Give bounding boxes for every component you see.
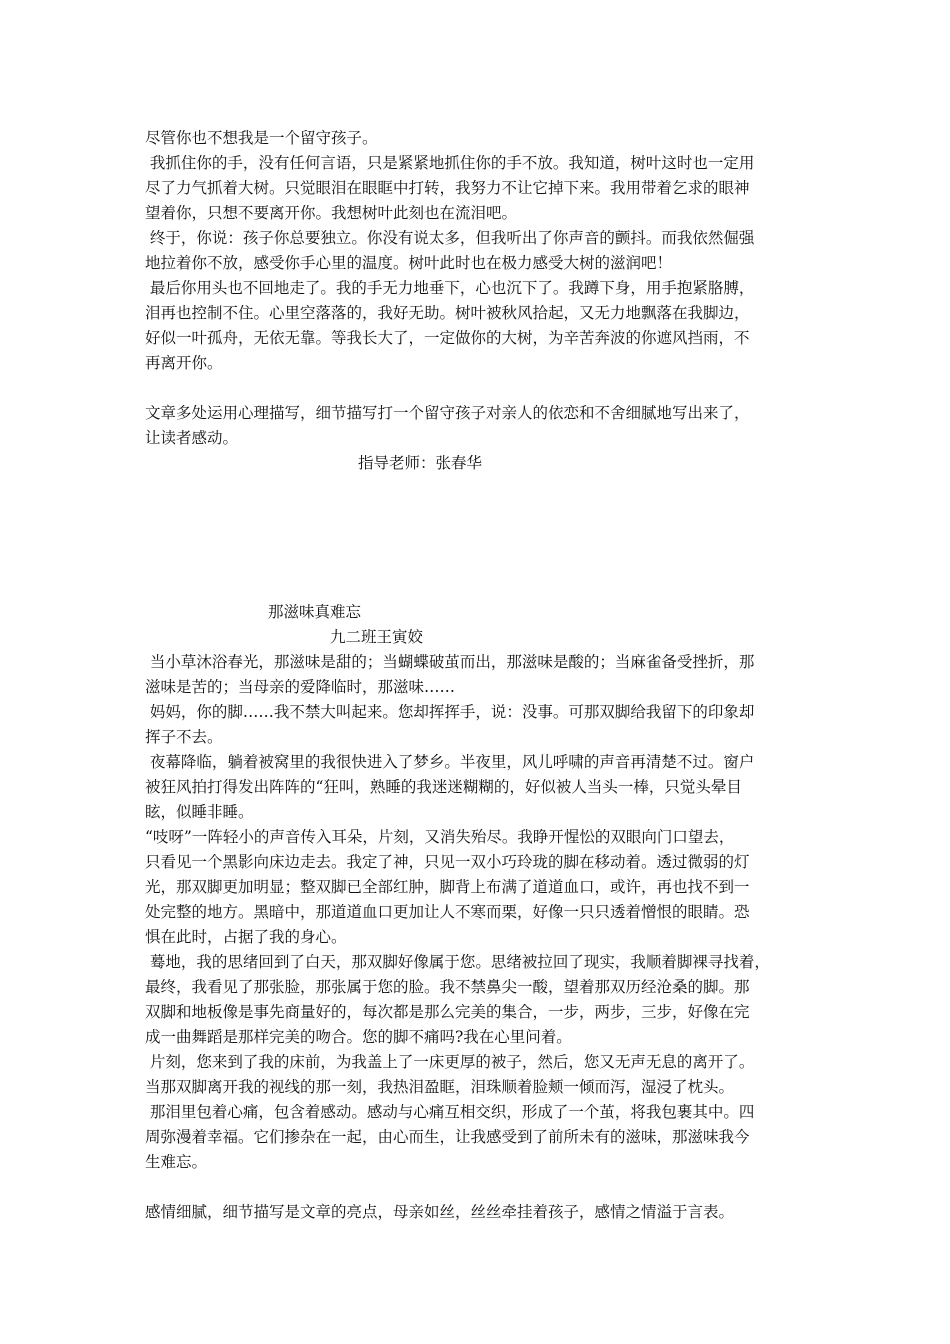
- essay2-line: 处完整的地方。黑暗中，那道道血口更加让人不寒而栗，好像一只只透着憎恨的眼睛。恐: [145, 903, 750, 921]
- essay2-line: 当小草沐浴春光，那滋味是甜的；当蝴蝶破茧而出，那滋味是酸的；当麻雀备受挫折，那: [145, 653, 755, 671]
- essay1-comment-line: 文章多处运用心理描写，细节描写打一个留守孩子对亲人的依恋和不舍细腻地写出来了，: [145, 404, 750, 422]
- essay2-line: 夜幕降临，躺着被窝里的我很快进入了梦乡。半夜里，风儿呼啸的声音再清楚不过。窗户: [145, 753, 755, 771]
- essay2-line: “吱呀”一阵轻小的声音传入耳朵，片刻，又消失殆尽。我睁开惺忪的双眼向门口望去，: [145, 828, 735, 846]
- essay1-line: 终于，你说：孩子你总要独立。你没有说太多，但我听出了你声音的颤抖。而我依然倔强: [145, 229, 755, 247]
- essay2-line: 成一曲舞蹈是那样完美的吻合。您的脚不痛吗?我在心里问着。: [145, 1028, 572, 1046]
- essay2-comment-line: 感情细腻，细节描写是文章的亮点，母亲如丝，丝丝牵挂着孩子，感情之情溢于言表。: [145, 1203, 735, 1221]
- essay2-line: 双脚和地板像是事先商量好的，每次都是那么完美的集合，一步，两步，三步，好像在完: [145, 1003, 750, 1021]
- essay2-line: 光，那双脚更加明显；整双脚已全部红肿，脚背上布满了道道血口，或许，再也找不到一: [145, 878, 750, 896]
- essay2-line: 挥子不去。: [145, 728, 223, 746]
- essay1-comment-line: 让读者感动。: [145, 429, 239, 447]
- essay2-line: 当那双脚离开我的视线的那一刻，我热泪盈眶，泪珠顺着脸颊一倾而泻，湿浸了枕头。: [145, 1078, 735, 1096]
- essay2-title: 那滋味真难忘: [268, 603, 362, 621]
- essay1-line: 泪再也控制不住。心里空落落的，我好无助。树叶被秋风拾起，又无力地飘落在我脚边，: [145, 304, 750, 322]
- essay2-line: 片刻，您来到了我的床前，为我盖上了一床更厚的被子，然后，您又无声无息的离开了。: [145, 1053, 755, 1071]
- essay2-line: 那泪里包着心痛，包含着感动。感动与心痛互相交织，形成了一个茧，将我包裹其中。四: [145, 1103, 755, 1121]
- essay2-line: 只看见一个黑影向床边走去。我定了神，只见一双小巧玲珑的脚在移动着。透过微弱的灯: [145, 853, 750, 871]
- teacher-credit: 指导老师：张春华: [358, 454, 483, 472]
- essay2-line: 眩，似睡非睡。: [145, 803, 254, 821]
- essay2-line: 被狂风拍打得发出阵阵的“狂叫，熟睡的我迷迷糊糊的，好似被人当头一棒，只觉头晕目: [145, 778, 742, 796]
- essay2-author: 九二班王寅姣: [330, 628, 424, 646]
- essay1-line: 望着你，只想不要离开你。我想树叶此刻也在流泪吧。: [145, 204, 518, 222]
- essay1-line: 地拉着你不放，感受你手心里的温度。树叶此时也在极力感受大树的滋润吧！: [145, 254, 673, 272]
- essay1-line: 再离开你。: [145, 354, 223, 372]
- essay2-line: 妈妈，你的脚……我不禁大叫起来。您却挥挥手，说：没事。可那双脚给我留下的印象却: [145, 703, 755, 721]
- essay2-line: 滋味是苦的；当母亲的爱降临时，那滋味……: [145, 678, 456, 696]
- essay2-line: 周弥漫着幸福。它们掺杂在一起，由心而生，让我感受到了前所未有的滋味，那滋味我今: [145, 1128, 750, 1146]
- essay2-line: 惧在此时，占据了我的身心。: [145, 928, 347, 946]
- essay2-line: 最终，我看见了那张脸，那张属于您的脸。我不禁鼻尖一酸，望着那双历经沧桑的脚。那: [145, 978, 750, 996]
- essay1-line: 最后你用头也不回地走了。我的手无力地垂下，心也沉下了。我蹲下身，用手抱紧胳膊，: [145, 279, 755, 297]
- essay1-line: 尽了力气抓着大树。只觉眼泪在眼眶中打转，我努力不让它掉下来。我用带着乞求的眼神: [145, 179, 750, 197]
- essay1-line: 我抓住你的手，没有任何言语，只是紧紧地抓住你的手不放。我知道，树叶这时也一定用: [145, 154, 755, 172]
- essay1-line: 好似一叶孤舟，无依无靠。等我长大了，一定做你的大树，为辛苦奔波的你遮风挡雨，不: [145, 329, 750, 347]
- essay2-line: 蓦地，我的思绪回到了白天，那双脚好像属于您。思绪被拉回了现实，我顺着脚裸寻找着，: [145, 953, 770, 971]
- essay1-line: 尽管你也不想我是一个留守孩子。: [145, 129, 378, 147]
- essay2-line: 生难忘。: [145, 1153, 208, 1171]
